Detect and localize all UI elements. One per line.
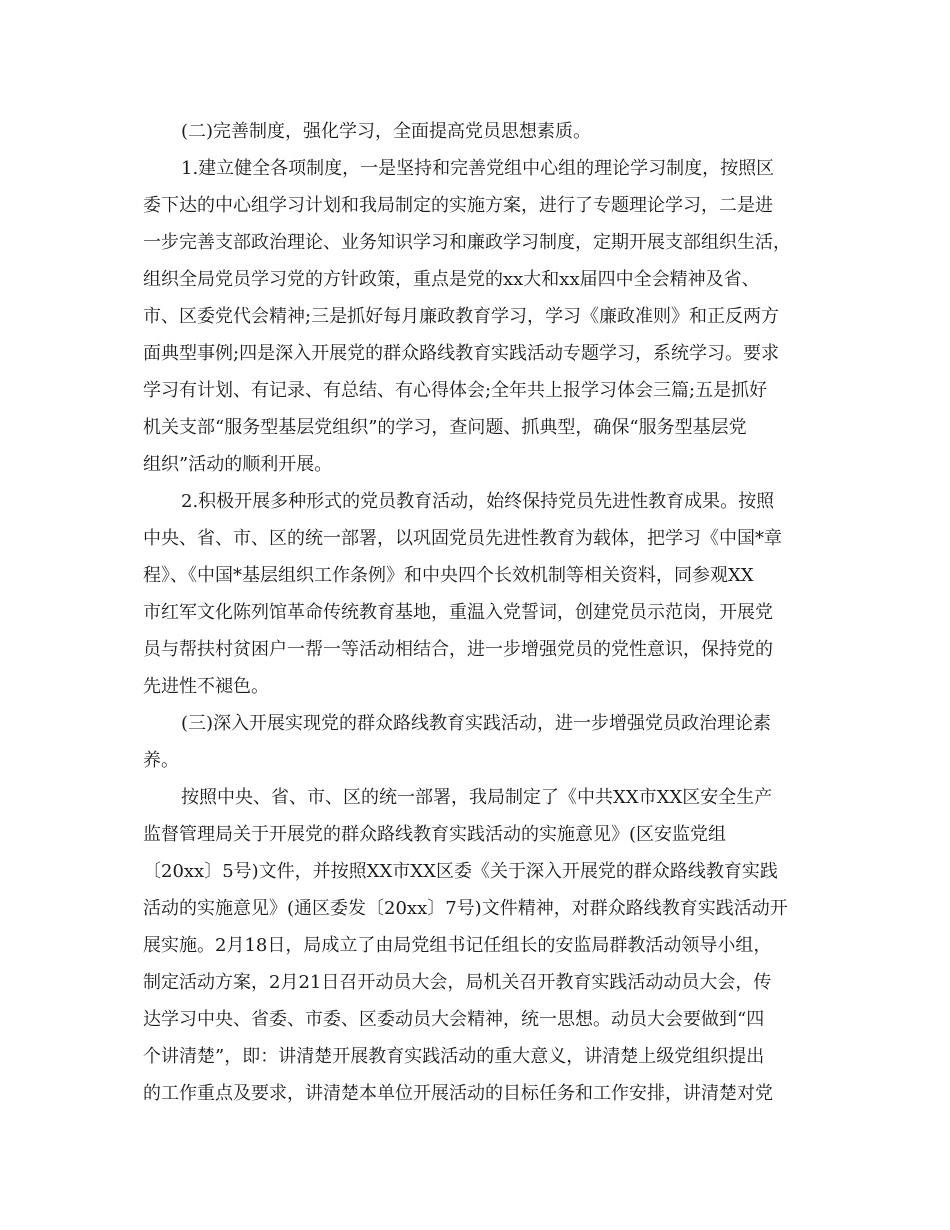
paragraph-line: 程》、《中国*基层组织工作条例》和中央四个长效机制等相关资料，同参观XX xyxy=(143,565,754,586)
section-heading-3: (三)深入开展实现党的群众路线教育实践活动，进一步增强党员政治理论素 xyxy=(181,713,772,734)
paragraph-line: 按照中央、省、市、区的统一部署，我局制定了《中共XX市XX区安全生产 xyxy=(181,787,773,808)
paragraph-line: 组织全局党员学习党的方针政策，重点是党的xx大和xx届四中全会精神及省、 xyxy=(143,269,760,290)
paragraph-line: 1.建立健全各项制度，一是坚持和完善党组中心组的理论学习制度，按照区 xyxy=(181,158,775,179)
paragraph-line: 〔20xx〕5号)文件，并按照XX市XX区委《关于深入开展党的群众路线教育实践 xyxy=(143,861,778,882)
paragraph-line: 机关支部“服务型基层党组织”的学习，查问题、抓典型，确保“服务型基层党 xyxy=(143,417,747,438)
paragraph-line: 委下达的中心组学习计划和我局制定的实施方案，进行了专题理论学习，二是进 xyxy=(143,195,773,216)
paragraph-line: 活动的实施意见》(通区委发〔20xx〕7号)文件精神，对群众路线教育实践活动开 xyxy=(143,898,788,919)
paragraph-line: 市红军文化陈列馆革命传统教育基地，重温入党誓词，创建党员示范岗，开展党 xyxy=(143,602,773,623)
paragraph-line: 的工作重点及要求，讲清楚本单位开展活动的目标任务和工作安排，讲清楚对党 xyxy=(143,1083,773,1104)
paragraph-line: 2.积极开展多种形式的党员教育活动，始终保持党员先进性教育成果。按照 xyxy=(181,491,775,512)
paragraph-line: 监督管理局关于开展党的群众路线教育实践活动的实施意见》(区安监党组 xyxy=(143,824,727,845)
paragraph-line: 制定活动方案，2月21日召开动员大会，局机关召开教育实践活动动员大会，传 xyxy=(143,972,772,993)
paragraph-line: 展实施。2月18日，局成立了由局党组书记任组长的安监局群教活动领导小组， xyxy=(143,935,772,956)
section-heading-2: (二)完善制度，强化学习，全面提高党员思想素质。 xyxy=(181,121,592,142)
paragraph-line: 面典型事例;四是深入开展党的群众路线教育实践活动专题学习，系统学习。要求 xyxy=(143,343,780,364)
paragraph-line: 一步完善支部政治理论、业务知识学习和廉政学习制度，定期开展支部组织生活， xyxy=(143,232,791,253)
paragraph-line: 组织”活动的顺利开展。 xyxy=(143,454,333,475)
paragraph-line: 先进性不褪色。 xyxy=(143,676,269,697)
paragraph-line: 员与帮扶村贫困户一帮一等活动相结合，进一步增强党员的党性意识，保持党的 xyxy=(143,639,773,660)
paragraph-line: 个讲清楚”，即：讲清楚开展教育实践活动的重大意义，讲清楚上级党组织提出 xyxy=(143,1046,765,1067)
paragraph-line: 学习有计划、有记录、有总结、有心得体会;全年共上报学习体会三篇;五是抓好 xyxy=(143,380,768,401)
paragraph-line: 中央、省、市、区的统一部署，以巩固党员先进性教育为载体，把学习《中国*章 xyxy=(143,528,782,549)
document-body xyxy=(143,113,805,1112)
paragraph-line: 养。 xyxy=(143,750,179,771)
paragraph-line: 市、区委党代会精神;三是抓好每月廉政教育学习，学习《廉政准则》和正反两方 xyxy=(143,306,780,327)
paragraph-line: 达学习中央、省委、市委、区委动员大会精神，统一思想。动员大会要做到“四 xyxy=(143,1009,765,1030)
